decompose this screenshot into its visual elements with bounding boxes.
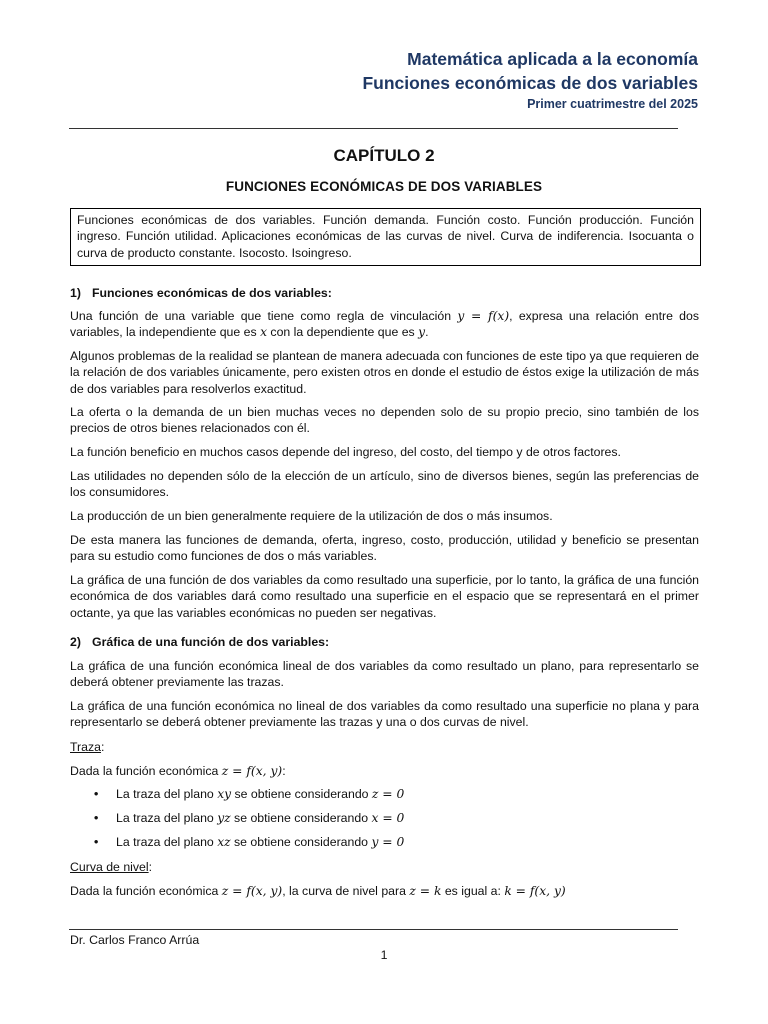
- math-expression: z = k: [409, 884, 442, 898]
- text-run: , expresa una relación entre dos variables, la independiente que es: [70, 309, 699, 340]
- chapter-summary-box: Funciones económicas de dos variables. Función demanda. Función costo. Función producción. Función ingreso. Función utilidad. Aplicaciones económicas de las curvas de nivel. Curva de indiferencia. Isocuanta o curva de producto constante. Isocosto. Isoingreso.: [70, 208, 701, 266]
- section-1-paragraph-6: La producción de un bien generalmente requiere de la utilización de dos o más insumos.: [70, 509, 553, 523]
- section-2-paragraph-2: La gráfica de una función económica no lineal de dos variables da como resultado una superficie no plana y para representarlo se deberá obtener previamente las trazas y una o dos curvas de nivel.: [70, 699, 699, 730]
- bullet-icon: •: [94, 787, 99, 801]
- bullet-icon: •: [94, 835, 99, 849]
- section-1-paragraph-3: La oferta o la demanda de un bien muchas veces no dependen solo de su propio precio, sino también de los precios de otros bienes relacionados con él.: [70, 405, 699, 436]
- math-expression: y: [418, 325, 426, 340]
- text-run: Dada la función económica: [70, 764, 222, 778]
- chapter-title: CAPÍTULO 2: [333, 146, 435, 165]
- section-1-number: 1): [70, 286, 81, 300]
- math-expression: x = 0: [371, 811, 405, 825]
- section-2-paragraph-1: La gráfica de una función económica lineal de dos variables da como resultado un plano, para representarlo se deberá obtener previamente las trazas.: [70, 659, 699, 690]
- math-expression: z = f(x, y): [221, 764, 283, 778]
- section-1-paragraph-4: La función beneficio en muchos casos depende del ingreso, del costo, del tiempo y de otros factores.: [70, 445, 621, 459]
- math-expression: z = f(x, y): [221, 884, 283, 898]
- math-expression: z = 0: [371, 787, 405, 801]
- page-number: 1: [380, 948, 388, 962]
- footer-author: Dr. Carlos Franco Arrúa: [70, 933, 200, 947]
- header-course: Matemática aplicada a la economía: [407, 49, 698, 69]
- section-1-paragraph-7: De esta manera las funciones de demanda, oferta, ingreso, costo, producción, utilidad y beneficio se presentan para su estudio como funciones de dos o más variables.: [70, 533, 699, 564]
- section-1-title: Funciones económicas de dos variables:: [92, 286, 332, 300]
- text-run: Dada la función económica: [70, 884, 222, 898]
- text-run: es igual a:: [441, 884, 505, 898]
- traza-intro: Dada la función económica z = f(x, y):: [70, 764, 286, 778]
- traza-bullet-xy: [94, 787, 404, 801]
- bullet-icon: •: [94, 811, 99, 825]
- math-expression: yz: [217, 811, 231, 825]
- math-expression: xy: [217, 787, 232, 801]
- math-expression: k = f(x, y): [504, 884, 566, 898]
- curva-label-text: Curva de nivel: [70, 860, 149, 874]
- text-run: , la curva de nivel para: [282, 884, 410, 898]
- traza-bullet-yz: [94, 811, 404, 825]
- math-expression: xz: [217, 835, 231, 849]
- section-1-paragraph-2: Algunos problemas de la realidad se plantean de manera adecuada con funciones de este tipo ya que requieren de la relación de dos variables únicamente, pero existen otros en donde el estudio de éstos exige la utilización de más de dos variables para resolverlos exactitud.: [70, 349, 699, 396]
- math-expression: y = 0: [371, 835, 405, 849]
- chapter-subtitle: FUNCIONES ECONÓMICAS DE DOS VARIABLES: [225, 179, 543, 194]
- section-2-title: Gráfica de una función de dos variables:: [92, 635, 330, 649]
- footer-rule: [69, 929, 678, 930]
- section-2-number: 2): [70, 635, 81, 649]
- curva-label: Curva de nivel:: [70, 860, 153, 874]
- traza-bullet-xz: [94, 835, 404, 849]
- traza-label: Traza:: [70, 740, 105, 754]
- section-1-paragraph-1: [70, 308, 699, 341]
- text-run: La traza del plano: [116, 787, 218, 801]
- text-run: La traza del plano: [116, 811, 218, 825]
- traza-label-text: Traza: [70, 740, 101, 754]
- text-run: se obtiene considerando: [231, 787, 372, 801]
- text-run: La traza del plano: [116, 835, 218, 849]
- section-1-paragraph-8: La gráfica de una función de dos variables da como resultado una superficie, por lo tanto, la gráfica de una función económica de dos variables dará como resultado una superficie en el espacio que se representará en el primer octante, ya que las variables económicas no pueden ser negativas.: [70, 573, 699, 620]
- math-expression: y = f(x): [457, 309, 510, 323]
- text-run: .: [425, 325, 429, 340]
- header-term: Primer cuatrimestre del 2025: [527, 97, 698, 111]
- header-rule: [69, 128, 678, 129]
- curva-intro: [70, 883, 699, 899]
- section-2-heading: [70, 635, 329, 649]
- header-topic: Funciones económicas de dos variables: [362, 73, 698, 93]
- text-run: con la dependiente que es: [267, 325, 419, 340]
- section-1-paragraph-5: Las utilidades no dependen sólo de la elección de un artículo, sino de diversos bienes, según las preferencias de los consumidores.: [70, 469, 699, 500]
- math-expression: x: [260, 325, 267, 340]
- section-1-heading: [70, 286, 332, 300]
- text-run: se obtiene considerando: [230, 811, 372, 825]
- text-run: Una función de una variable que tiene como regla de vinculación: [70, 309, 458, 323]
- text-run: se obtiene considerando: [230, 835, 372, 849]
